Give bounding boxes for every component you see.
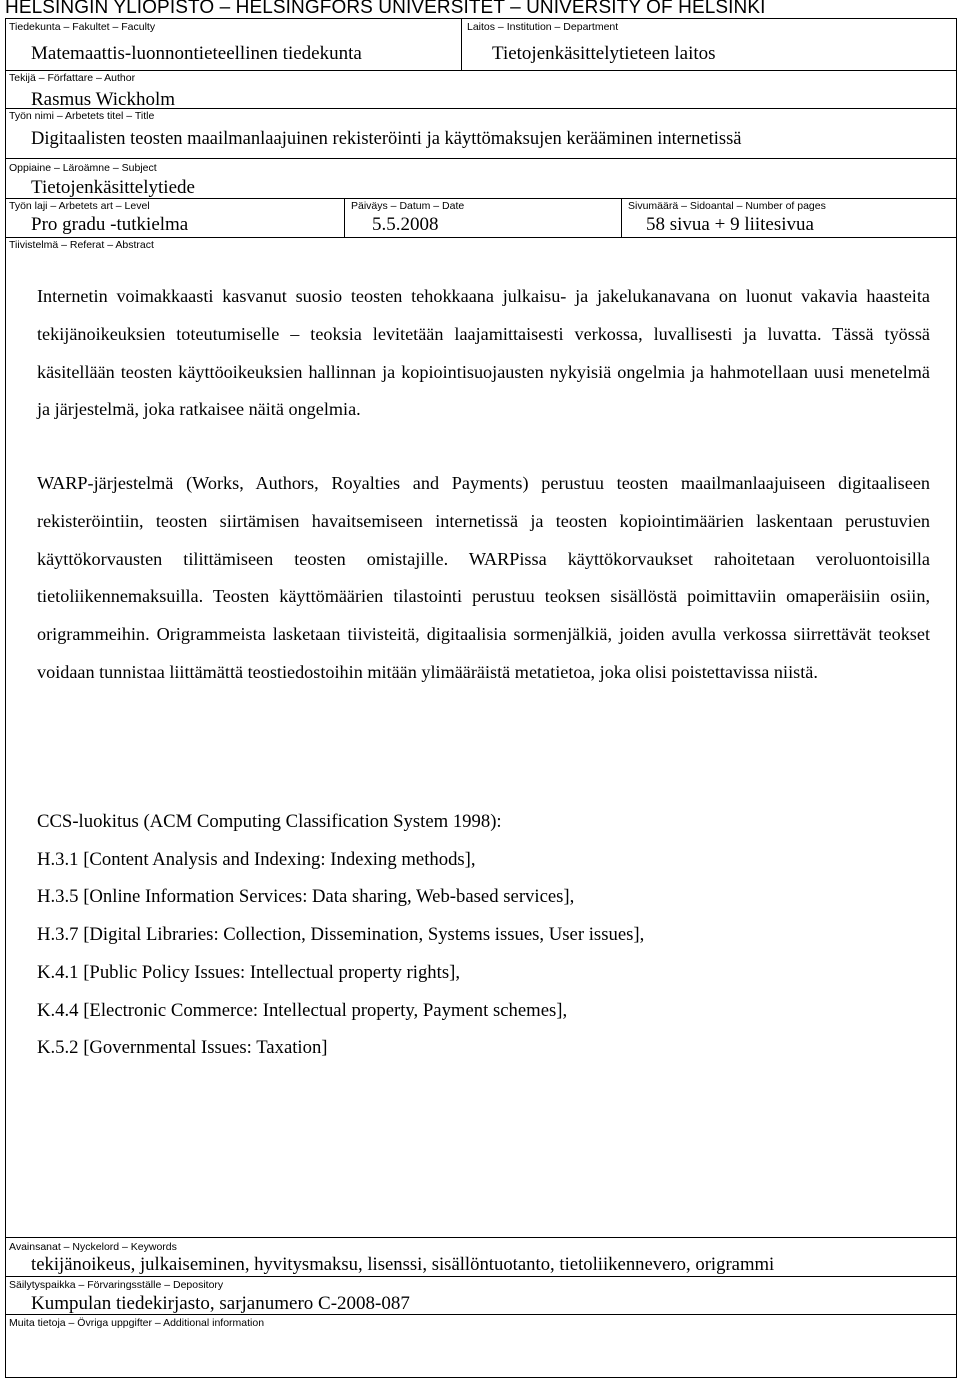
divider-keywords [5, 1276, 957, 1277]
faculty-value: Matemaattis-luonnontieteellinen tiedekunta [31, 43, 362, 64]
ccs-item: H.3.5 [Online Information Services: Data sharing, Web-based services], [37, 886, 575, 908]
divider-abstract [5, 1237, 957, 1238]
title-label: Työn nimi – Arbetets titel – Title [9, 110, 155, 122]
ccs-item: K.5.2 [Governmental Issues: Taxation] [37, 1037, 328, 1059]
date-value: 5.5.2008 [372, 214, 439, 235]
divider-title [5, 158, 957, 159]
ccs-item: K.4.1 [Public Policy Issues: Intellectual property rights], [37, 961, 460, 983]
abstract-label: Tiivistelmä – Referat – Abstract [9, 239, 154, 251]
ccs-item: H.3.1 [Content Analysis and Indexing: Indexing methods], [37, 848, 476, 870]
author-value: Rasmus Wickholm [31, 89, 176, 110]
abstract-text-1: Internetin voimakkaasti kasvanut suosio teosten tehokkaana julkaisu- ja jakelukanavana on luonut vakavia haasteita tekijänoikeuksien toteutumiselle – teoksia levitetään laajamittaisesti verkossa, luvallisesti ja luvatta. Tässä työssä käsitellään teosten käyttöoikeuksien hallinnan ja kopiointisuojausten nykyisiä ongelmia ja hahmotellaan uusi menetelmä ja järjestelmä, joka ratkaisee näitä ongelmia. [37, 286, 930, 420]
subject-value: Tietojenkäsittelytiede [31, 177, 195, 198]
keywords-label: Avainsanat – Nyckelord – Keywords [9, 1241, 177, 1253]
divider-date-pages [621, 198, 622, 238]
abstract-text-2: WARP-järjestelmä (Works, Authors, Royalties and Payments) perustuu teosten maailmanlaajuiseen digitaaliseen rekisteröintiin, teosten siirtämisen havaitsemiseen internetissä ja teosten kopiointimäärien laskentaan perustuvien käyttökorvausten tilittämiseen teosten omistajille. WARPissa käyttökorvaukset rahoitetaan veroluontoisilla tietoliikennemaksuilla. Teosten käyttömäärien tilastointi perustuu teoksen sisällöstä poimittaviin omaperäisiin osiin, origrammeihin. Origrammeista lasketaan tiivisteitä, digitaalisia sormenjälkiä, joiden avulla verkossa siirrettävät teokset voidaan tunnistaa liittämättä teostiedostoihin mitään ylimääräistä metatietoa, joka olisi poistettavissa niistä. [37, 473, 930, 682]
depository-value: Kumpulan tiedekirjasto, sarjanumero C-2008-087 [31, 1293, 410, 1314]
pages-value: 58 sivua + 9 liitesivua [646, 214, 814, 235]
subject-label: Oppiaine – Läroämne – Subject [9, 162, 157, 174]
divider-faculty [5, 70, 957, 71]
date-label: Päiväys – Datum – Date [351, 200, 465, 212]
ccs-item: K.4.4 [Electronic Commerce: Intellectual property, Payment schemes], [37, 999, 568, 1021]
ccs-classification [37, 803, 930, 1067]
depository-label: Säilytyspaikka – Förvaringsställe – Depository [9, 1279, 224, 1291]
divider-level [5, 237, 957, 238]
divider-level-date [344, 198, 345, 238]
level-label: Työn laji – Arbetets art – Level [9, 200, 150, 212]
abstract-paragraph-2 [37, 465, 930, 692]
ccs-heading: CCS-luokitus (ACM Computing Classification System 1998): [37, 811, 502, 832]
ccs-item: H.3.7 [Digital Libraries: Collection, Dissemination, Systems issues, User issues], [37, 924, 645, 946]
faculty-label: Tiedekunta – Fakultet – Faculty [9, 21, 156, 33]
pages-label: Sivumäärä – Sidoantal – Number of pages [628, 200, 826, 212]
department-label: Laitos – Institution – Department [467, 21, 619, 33]
keywords-value: tekijänoikeus, julkaiseminen, hyvitysmaksu, lisenssi, sisällöntuotanto, tietoliikennevero, origrammi [31, 1254, 775, 1275]
author-label: Tekijä – Författare – Author [9, 72, 136, 84]
title-value: Digitaalisten teosten maailmanlaajuinen rekisteröinti ja käyttömaksujen kerääminen internetissä [31, 129, 742, 149]
additional-info-label: Muita tietoja – Övriga uppgifter – Additional information [9, 1317, 265, 1329]
level-value: Pro gradu -tutkielma [31, 214, 189, 235]
abstract-paragraph-1 [37, 278, 930, 429]
department-value: Tietojenkäsittelytieteen laitos [492, 43, 716, 64]
divider-faculty-department [461, 18, 462, 71]
university-header: HELSINGIN YLIOPISTO – HELSINGFORS UNIVERSITET – UNIVERSITY OF HELSINKI [5, 0, 766, 18]
